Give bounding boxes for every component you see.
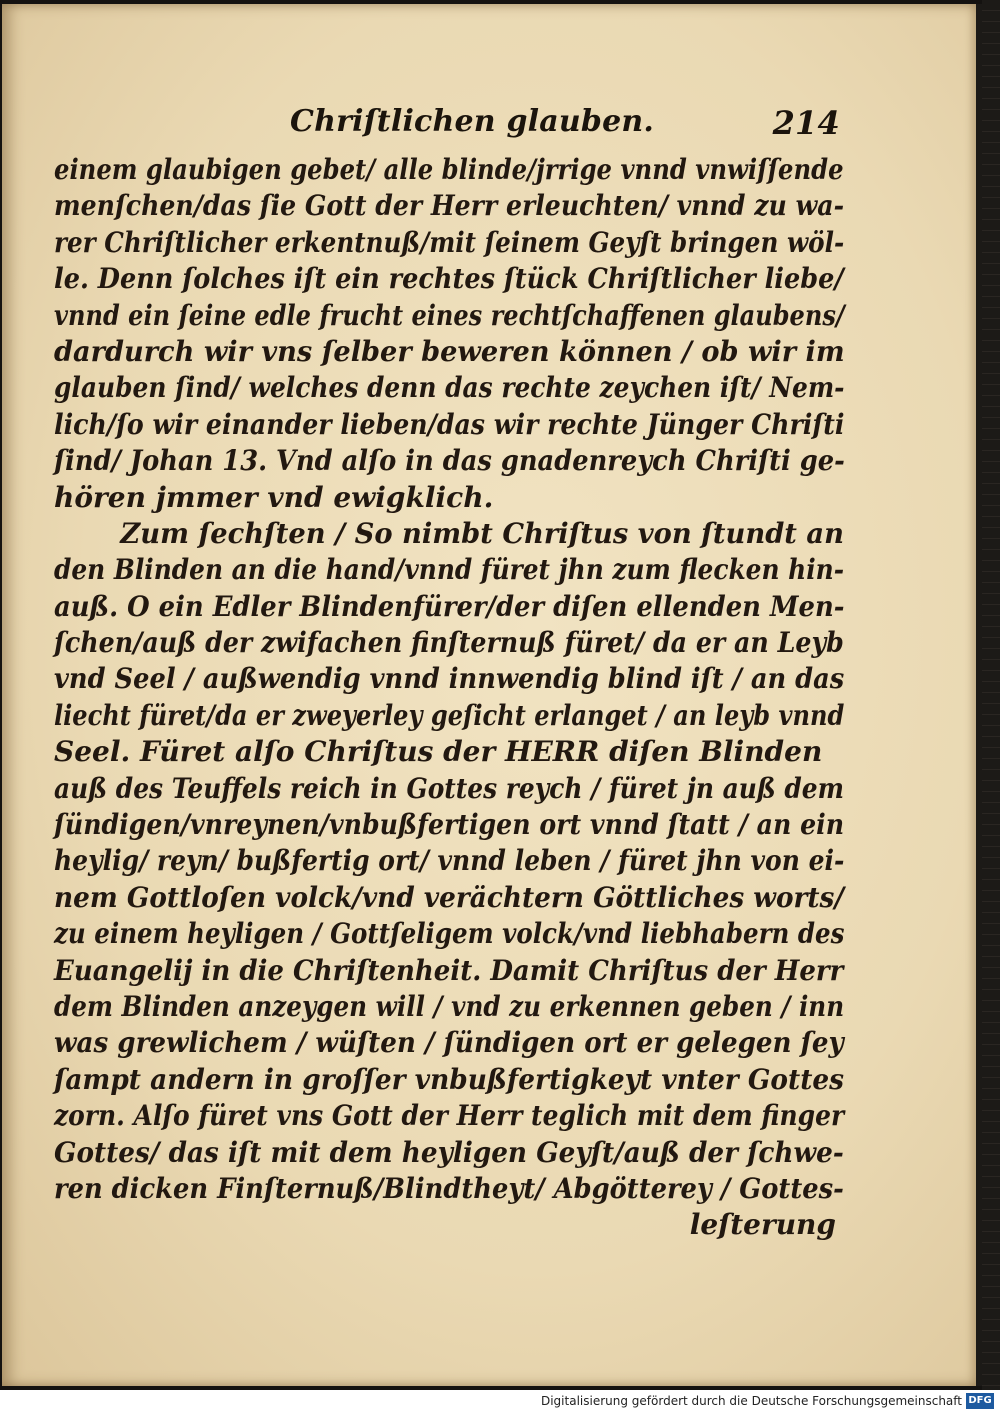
text-line: ſampt andern in groſſer vnbußfertigkeyt vnter Gottes (54, 1062, 845, 1096)
catchword: leſterung (689, 1208, 836, 1242)
text-line: den Blinden an die hand/vnnd füret jhn zum flecken hin- (54, 553, 845, 587)
text-line: le. Denn ſolches iſt ein rechtes ſtück Chriſtlicher liebe/ (54, 262, 844, 296)
text-line: menſchen/das ſie Gott der Herr erleuchten/ vnnd zu wa- (54, 189, 845, 223)
text-line: ſind/ Johan 13. Vnd alſo in das gnadenreych Chriſti ge- (54, 444, 845, 478)
text-line: ſchen/auß der zwifachen finſternuß füret/ da er an Leyb (54, 626, 844, 660)
text-line: auß des Teuffels reich in Gottes reych / füret jn auß dem (54, 771, 844, 805)
running-title: Chriſtlichen glauben. (290, 104, 655, 139)
text-line: hören jmmer vnd ewigklich. (54, 480, 494, 514)
text-line: rer Chriſtlicher erkentnuß/mit ſeinem Geyſt bringen wöl- (54, 225, 845, 259)
text-line: nem Gottloſen volck/vnd verächtern Göttliches worts/ (54, 880, 844, 914)
funding-credit: Digitalisierung gefördert durch die Deutsche Forschungsgemeinschaft (540, 1394, 962, 1408)
text-line: zu einem heyligen / Gottſeligem volck/vnd liebhabern des (54, 917, 845, 951)
text-line: einem glaubigen gebet/ alle blinde/jrrige vnnd vnwiſſende (54, 153, 844, 186)
text-line: dardurch wir vns ſelber beweren können / ob wir im (54, 334, 845, 368)
text-line: vnd Seel / außwendig vnnd innwendig blind iſt / an das (54, 662, 845, 696)
text-line: vnnd ein ſeine edle frucht eines rechtſchaffenen glaubens/ (54, 298, 845, 332)
text-line: ſündigen/vnreynen/vnbußfertigen ort vnnd ſtatt / an ein (54, 808, 845, 842)
footer-bar (0, 1390, 1000, 1413)
text-line: liecht füret/da er zweyerley geſicht erlanget / an leyb vnnd (54, 698, 845, 732)
text-line: ren dicken Finſternuß/Blindtheyt/ Abgötterey / Gottes- (54, 1171, 844, 1205)
text-line: Euangelij in die Chriſtenheit. Damit Chriſtus der Herr (54, 953, 844, 987)
text-line: was grewlichem / wüſten / ſündigen ort er gelegen ſey (54, 1026, 844, 1060)
text-line: Seel. Füret alſo Chriſtus der HERR diſen Blinden (54, 735, 823, 769)
text-line: zorn. Alſo füret vns Gott der Herr teglich mit dem finger (54, 1099, 845, 1133)
text-line: auß. O ein Edler Blindenfürer/der diſen ellenden Men- (54, 589, 845, 623)
running-head (290, 104, 850, 144)
text-line: glauben ſind/ welches denn das rechte zeychen iſt/ Nem- (54, 371, 845, 405)
text-line: dem Blinden anzeygen will / vnd zu erkennen geben / inn (54, 989, 845, 1023)
edge-ruler (982, 0, 1000, 1390)
page-number: 214 (772, 104, 840, 142)
text-line: heylig/ reyn/ bußfertig ort/ vnnd leben / füret jhn von ei- (54, 844, 845, 878)
paragraph-start-line: Zum ſechſten / So nimbt Chriſtus von ſtundt an (120, 516, 844, 550)
body-text (54, 152, 844, 1244)
dfg-logo: DFG (966, 1393, 994, 1409)
text-line: lich/ſo wir einander lieben/das wir rechte Jünger Chriſti (54, 407, 845, 441)
text-line: Gottes/ das iſt mit dem heyligen Geyſt/auß der ſchwe- (54, 1135, 844, 1169)
